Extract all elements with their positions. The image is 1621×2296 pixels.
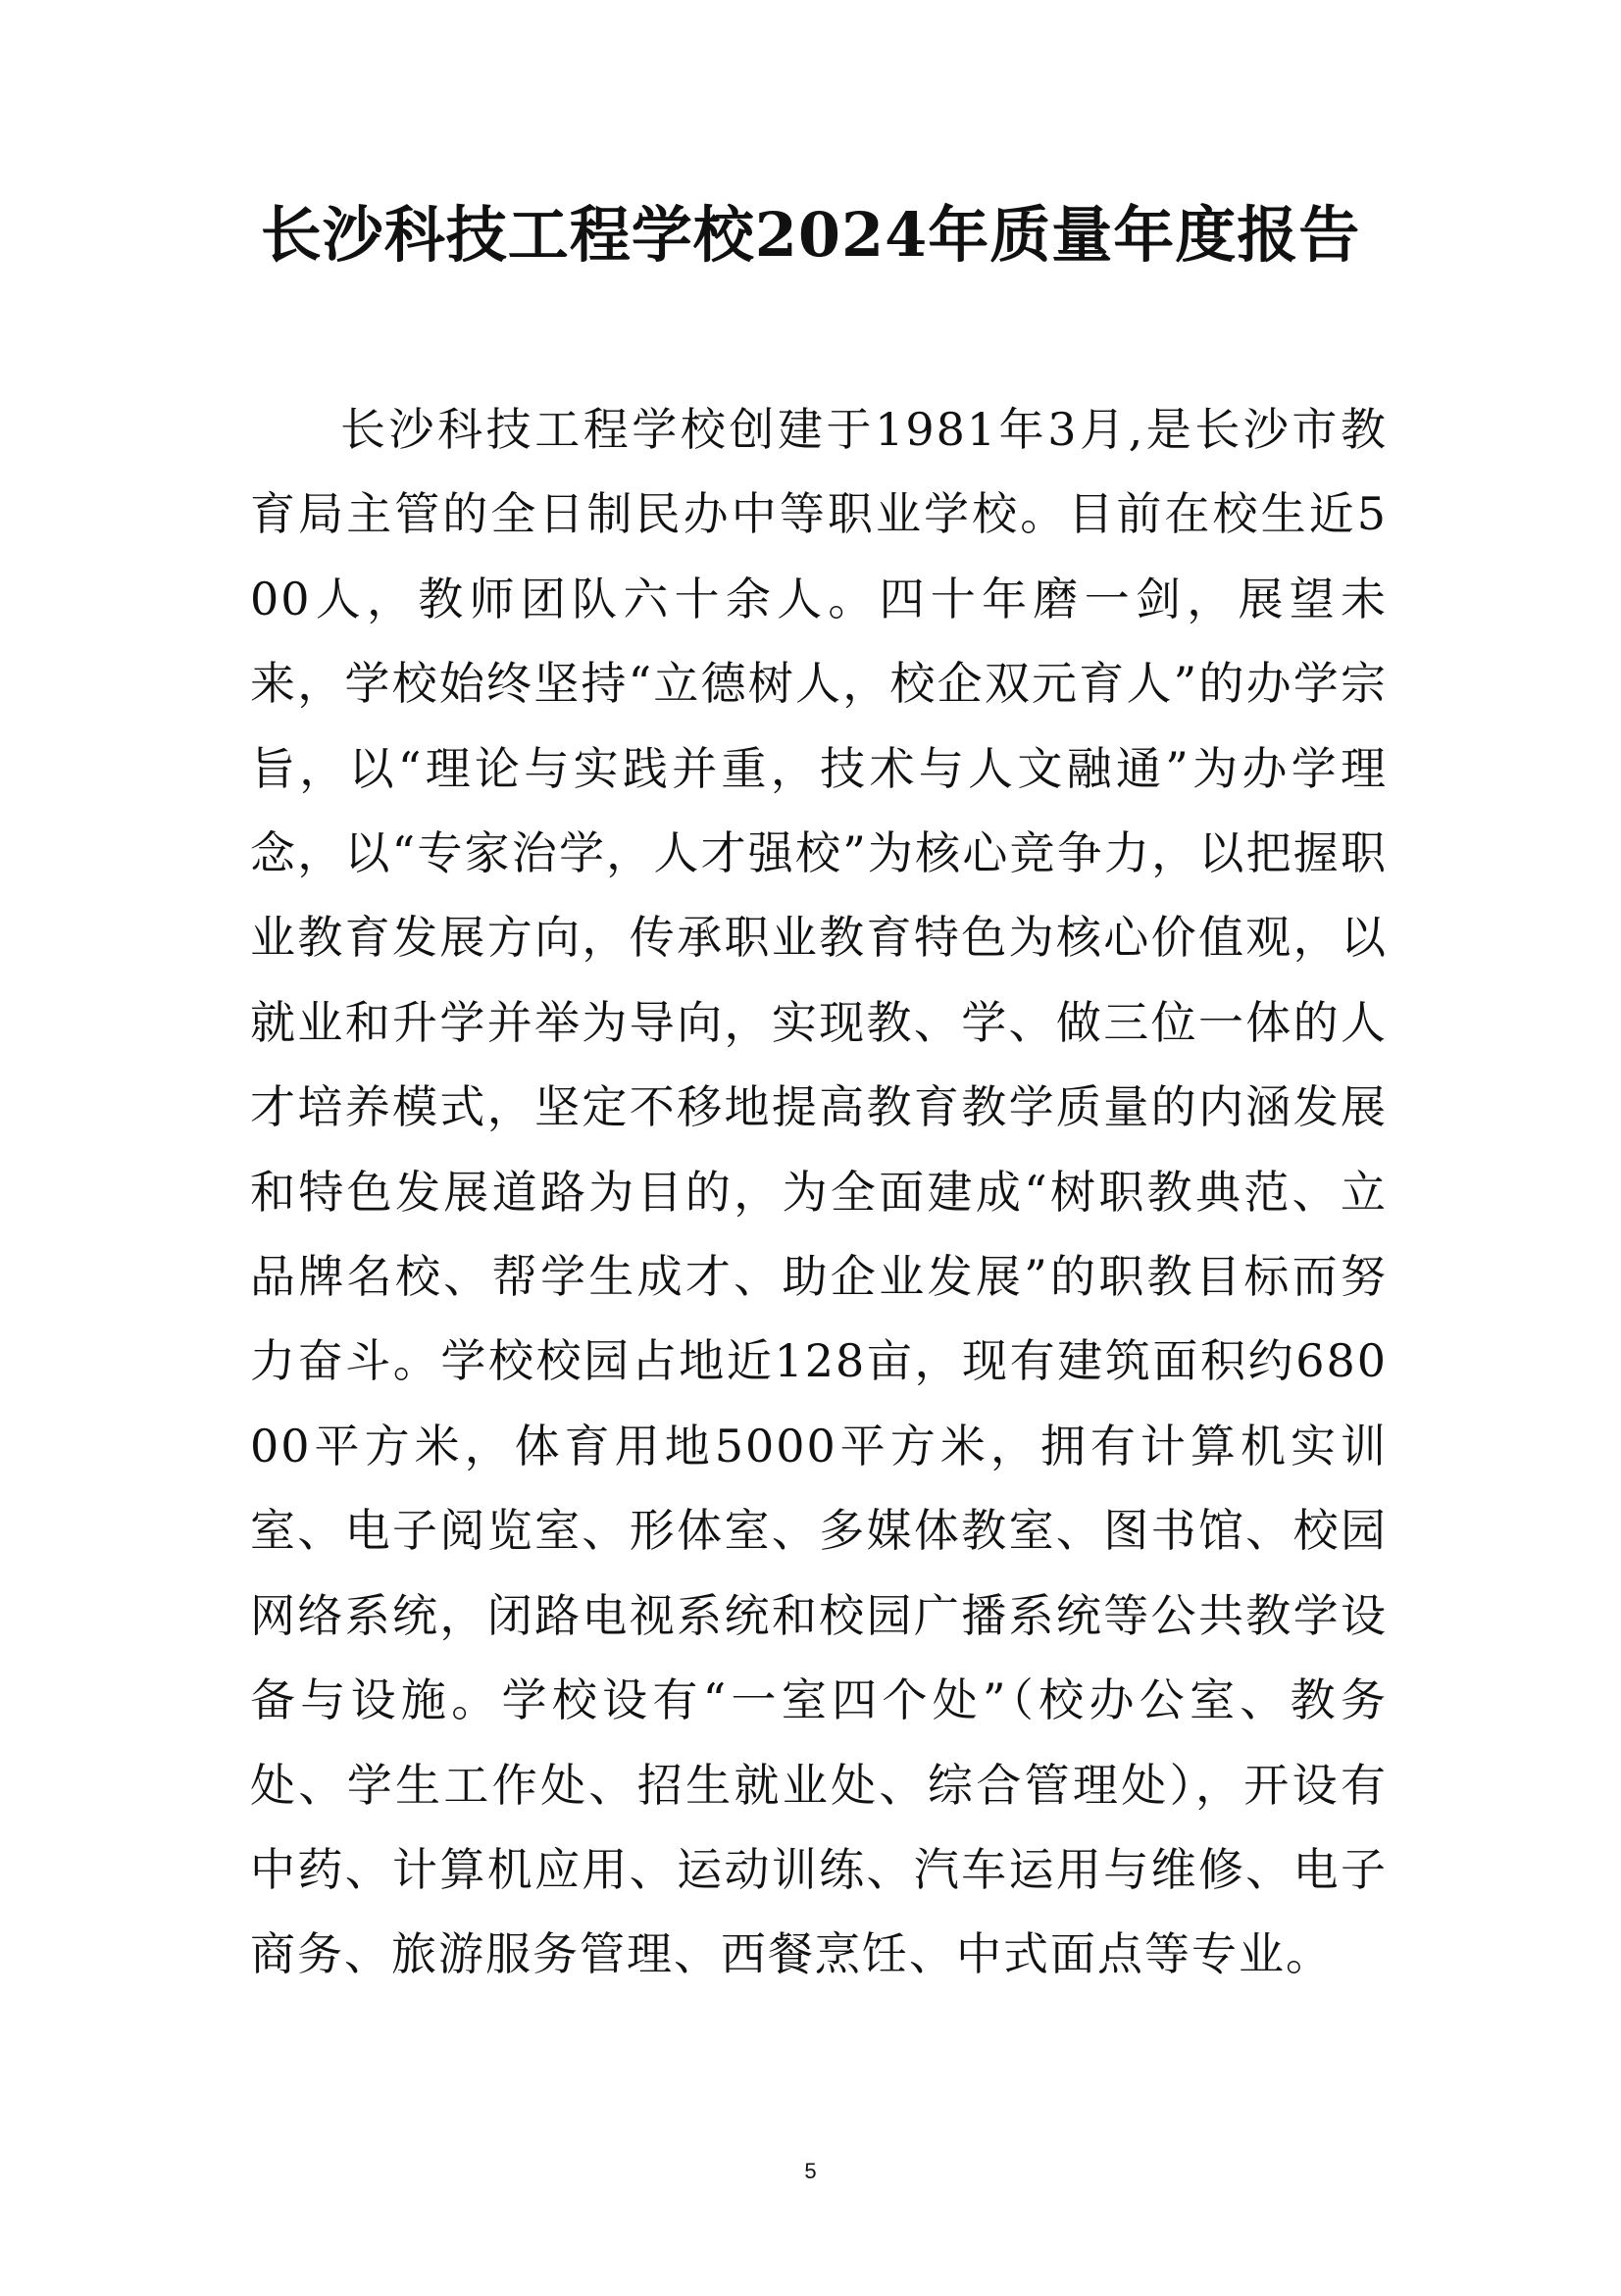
page-number: 5: [804, 2159, 817, 2183]
document-title: 长沙科技工程学校2024年质量年度报告: [260, 199, 1361, 271]
body-paragraph: 长沙科技工程学校创建于1981年3月,是长沙市教育局主管的全日制民办中等职业学校。目前在校生近500人，教师团队六十余人。四十年磨一剑，展望未来，学校始终坚持“立德树人，校企双元育人”的办学宗旨，以“理论与实践并重，技术与人文融通”为办学理念，以“专家治学，人才强校”为核心竞争力，以把握职业教育发展方向，传承职业教育特色为核心价值观，以就业和升学并举为导向，实现教、学、做三位一体的人才培养模式，坚定不移地提高教育教学质量的内涵发展和特色发展道路为目的，为全面建成“树职教典范、立品牌名校、帮学生成才、助企业发展”的职教目标而努力奋斗。学校校园占地近128亩，现有建筑面积约68000平方米，体育用地5000平方米，拥有计算机实训室、电子阅览室、形体室、多媒体教室、图书馆、校园网络系统，闭路电视系统和校园广播系统等公共教学设备与设施。学校设有“一室四个处”（校办公室、教务处、学生工作处、招生就业处、综合管理处），开设有中药、计算机应用、运动训练、汽车运用与维修、电子商务、旅游服务管理、西餐烹饪、中式面点等专业。: [250, 403, 1388, 1981]
